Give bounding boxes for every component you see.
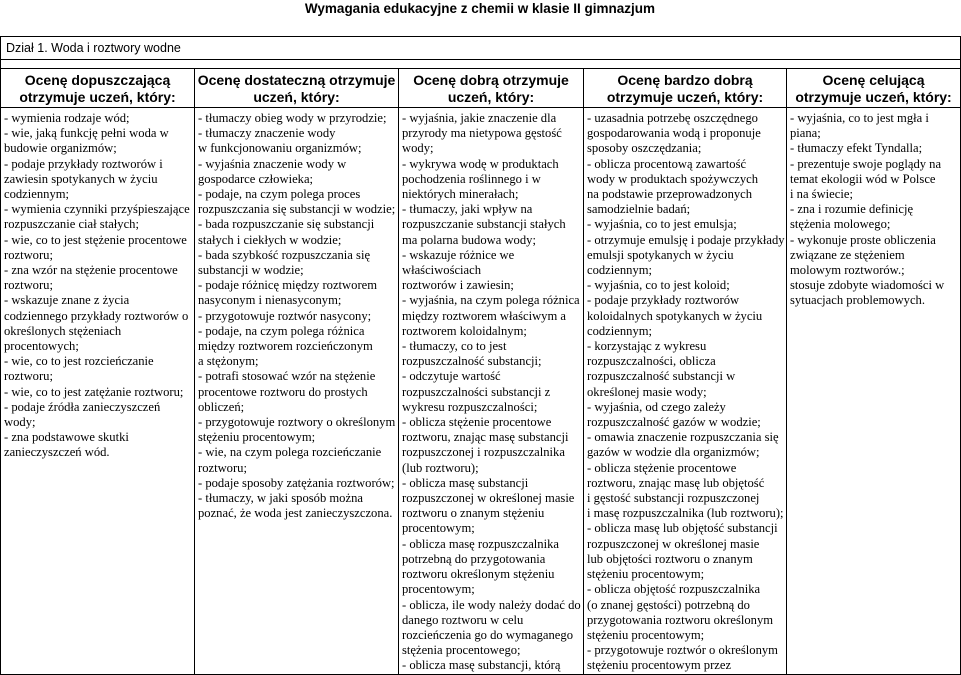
requirement-line: wody; (4, 415, 36, 430)
grade-header-dobra (399, 69, 584, 108)
requirements-celujaca (787, 108, 961, 675)
requirement-line: codziennym; (4, 187, 70, 202)
requirement-line: stężeniu procentowym przez (587, 658, 732, 673)
requirement-line: - podaje różnicę między roztworem (198, 278, 378, 293)
requirement-line: - oblicza stężenie procentowe (402, 415, 552, 430)
requirement-line: - tłumaczy, jaki wpływ na (402, 202, 533, 217)
requirement-line: procentowe roztworu do prostych (198, 384, 368, 399)
requirement-line: - omawia znaczenie rozpuszczania się (587, 430, 779, 445)
requirement-line: roztworu, znając masę lub objętość (587, 475, 765, 490)
requirement-line: - tłumaczy, w jaki sposób można (198, 491, 363, 506)
requirement-line: rozpuszczanie ciał stałych; (4, 217, 139, 232)
requirement-line: w funkcjonowaniu organizmów; (198, 141, 362, 156)
requirement-line: - oblicza stężenie procentowe (587, 460, 737, 475)
requirement-line: - oblicza masę lub objętość substancji (587, 521, 778, 536)
content-row (1, 108, 961, 675)
requirement-line: rozpuszczanie substancji stałych (402, 217, 566, 232)
requirement-line: wody w produktach spożywczych (587, 171, 759, 186)
requirement-line: rozpuszczalności, oblicza (587, 354, 716, 369)
requirement-line: - tłumaczy, co to jest (402, 339, 507, 354)
header-line: Ocenę bardzo dobrą (617, 72, 753, 88)
requirement-line: określonych stężeniach (4, 323, 122, 338)
spacer-row (1, 60, 961, 69)
requirement-line: gazów w wodzie dla organizmów; (587, 445, 760, 460)
requirement-line: - uzasadnia potrzebę oszczędnego (587, 111, 758, 125)
requirement-line: rozpuszczalność substancji w (587, 369, 736, 384)
requirement-line: - otrzymuje emulsję i podaje przykłady (587, 232, 785, 247)
requirement-line: - wyjaśnia, co to jest koloid; (587, 278, 730, 293)
requirement-line: roztworem koloidalnym; (402, 323, 527, 338)
requirement-line: pochodzenia roślinnego i w (402, 171, 541, 186)
requirement-line: - oblicza masę substancji, którą (402, 658, 561, 673)
requirement-line: rozcieńczenia go do wymaganego (402, 627, 573, 642)
requirement-line: - wskazuje różnice we (402, 247, 515, 262)
requirement-line: - oblicza, ile wody należy dodać do (402, 597, 581, 612)
requirement-line: codziennym; (587, 263, 653, 278)
requirement-line: - wie, jaką funkcję pełni woda w (4, 126, 169, 141)
requirement-line: rozpuszczalności substancji z (402, 384, 551, 399)
requirement-line: stężeniu procentowym; (587, 627, 705, 642)
requirement-line: - potrafi stosować wzór na stężenie (198, 369, 376, 384)
requirement-line: - oblicza masę substancji (402, 475, 529, 490)
requirement-line: procentowych; (4, 339, 79, 354)
requirement-line: - oblicza procentową zawartość (587, 156, 747, 171)
requirement-line: potrzebną do przygotowania (402, 551, 546, 566)
header-row (1, 69, 961, 108)
requirement-line: wody; (402, 141, 434, 156)
requirement-line: roztworu, znając masę substancji (402, 430, 569, 445)
requirement-line: rozpuszczonej i rozpuszczalnika (402, 445, 565, 460)
requirement-line: - wyjaśnia, na czym polega różnica (402, 293, 580, 308)
requirement-line: sposoby oszczędzania; (587, 141, 702, 156)
requirement-line: danego roztworu w celu (402, 612, 524, 627)
requirement-line: i gęstość substancji rozpuszczonej (587, 491, 760, 506)
requirement-line: temat ekologii wód w Polsce (790, 171, 936, 186)
requirement-line: i masę rozpuszczalnika (lub roztworu); (587, 506, 784, 521)
requirement-line: budowie organizmów; (4, 141, 117, 156)
requirement-line: roztworu; (4, 278, 53, 293)
requirement-line: określonej masie wody; (587, 384, 707, 399)
requirement-line: - bada szybkość rozpuszczania się (198, 247, 371, 262)
requirement-line: a stężonym; (198, 354, 259, 369)
header-line: uczeń, który: (447, 89, 535, 105)
requirement-line: (o znanej gęstości) potrzebną do (587, 597, 750, 612)
requirement-line: stężeniu procentowym; (198, 430, 316, 445)
requirement-line: - wie, co to jest zatężanie roztworu; (4, 384, 184, 399)
grade-header-bardzo-dobra (584, 69, 787, 108)
requirement-line: - wyjaśnia, od czego zależy (587, 399, 726, 414)
requirement-line: - podaje, na czym polega różnica (198, 323, 365, 338)
requirement-line: stężenia procentowego; (402, 643, 521, 658)
requirement-line: - tłumaczy obieg wody w przyrodzie; (198, 111, 387, 125)
requirement-line: - podaje, na czym polega proces (198, 187, 361, 202)
grade-header-dostateczna (195, 69, 399, 108)
requirement-line: (lub roztworu); (402, 460, 479, 475)
requirement-line: stężeniu procentowym; (587, 567, 705, 582)
requirement-line: - wie, na czym polega rozcieńczanie (198, 445, 382, 460)
requirement-line: obliczeń; (198, 399, 245, 414)
requirement-line: rozpuszczalność gazów w wodzie; (587, 415, 761, 430)
section-title: Dział 1. Woda i roztwory wodne (1, 37, 961, 60)
header-line: Ocenę dopuszczającą (24, 72, 171, 88)
requirements-dostateczna (195, 108, 399, 675)
requirement-line: gospodarce człowieka; (198, 171, 314, 186)
requirement-line: właściwościach (402, 263, 482, 278)
requirement-line: i na świecie; (790, 187, 853, 202)
requirement-line: samodzielnie badań; (587, 202, 691, 217)
requirement-line: - podaje przykłady roztworów i (4, 156, 163, 171)
requirement-line: gospodarowania wodą i proponuje (587, 126, 761, 141)
requirement-line: - podaje sposoby zatężania roztworów; (198, 475, 395, 490)
requirement-line: - wie, co to jest stężenie procentowe (4, 232, 187, 247)
requirement-line: związane ze stężeniem (790, 247, 905, 262)
grade-header-dopuszczajaca (1, 69, 195, 108)
requirement-line: - wykonuje proste obliczenia (790, 232, 936, 247)
requirement-line: zawiesin spotykanych w życiu (4, 171, 158, 186)
requirement-line: roztworów i zawiesin; (402, 278, 514, 293)
requirement-line: roztworu o znanym stężeniu (402, 506, 545, 521)
requirement-line: - podaje źródła zanieczyszczeń (4, 399, 161, 414)
requirement-line: rozpuszczonej w określonej masie (402, 491, 575, 506)
requirements-bardzo-dobra (584, 108, 787, 675)
section-row (1, 37, 961, 60)
requirement-line: przygotowania roztworu określonym (587, 612, 774, 627)
requirement-line: - tłumaczy efekt Tyndalla; (790, 141, 923, 156)
requirements-dobra (399, 108, 584, 675)
document-title: Wymagania edukacyjne z chemii w klasie II gimnazjum (304, 1, 656, 16)
requirement-line: stężenia molowego; (790, 217, 891, 232)
requirement-line: piana; (790, 126, 821, 141)
requirement-line: lub objętości roztworu o znanym (587, 551, 753, 566)
requirement-line: - wie, co to jest rozcieńczanie (4, 354, 154, 369)
requirement-line: koloidalnych spotykanych w życiu (587, 308, 763, 323)
grade-header-celujaca (787, 69, 961, 108)
requirement-line: - zna i rozumie definicję (790, 202, 914, 217)
requirement-line: procentowym; (402, 582, 475, 597)
requirement-line: - zna wzór na stężenie procentowe (4, 263, 178, 278)
requirement-line: roztworu; (4, 247, 53, 262)
requirement-line: - wyjaśnia znaczenie wody w (198, 156, 347, 171)
requirement-line: codziennym; (587, 323, 653, 338)
requirements-dopuszczajaca (1, 108, 195, 675)
requirement-line: - wykrywa wodę w produktach (402, 156, 559, 171)
header-line: Ocenę celującą (822, 72, 925, 88)
requirement-line: procentowym; (402, 521, 475, 536)
requirement-line: nasyconym i nienasyconym; (198, 293, 342, 308)
requirement-line: - odczytuje wartość (402, 369, 501, 384)
requirement-line: sytuacjach problemowych. (790, 293, 925, 308)
header-line: otrzymuje uczeń, który: (606, 89, 764, 105)
header-line: Ocenę dostateczną otrzymuje (197, 72, 396, 88)
requirement-line: wykresu rozpuszczalności; (402, 399, 538, 414)
requirement-line: stałych i ciekłych w wodzie; (198, 232, 342, 247)
requirement-line: - przygotowuje roztwór o określonym (587, 643, 778, 658)
requirement-line: roztworu; (198, 460, 247, 475)
requirement-line: - oblicza objętość rozpuszczalnika (587, 582, 761, 597)
requirement-line: - tłumaczy znaczenie wody (198, 126, 336, 141)
requirement-line: zanieczyszczeń wód. (4, 445, 110, 460)
requirement-line: stosuje zdobyte wiadomości w (790, 278, 945, 293)
header-line: otrzymuje uczeń, który: (795, 89, 952, 105)
requirement-line: - wymienia czynniki przyśpieszające (4, 202, 190, 217)
header-line: otrzymuje uczeń, który: (19, 89, 176, 105)
spacer-cell (1, 60, 961, 69)
requirement-line: - wskazuje znane z życia (4, 293, 130, 308)
requirement-line: niektórych minerałach; (402, 187, 519, 202)
requirement-line: rozpuszczania się substancji w wodzie; (198, 202, 396, 217)
requirement-line: - prezentuje swoje poglądy na (790, 156, 942, 171)
requirement-line: roztworu określonym stężeniu (402, 567, 555, 582)
requirement-line: - wyjaśnia, co to jest emulsja; (587, 217, 737, 232)
requirement-line: poznać, że woda jest zanieczyszczona. (198, 506, 393, 521)
requirement-line: roztworu; (4, 369, 53, 384)
requirements-table (0, 36, 961, 675)
requirement-line: między roztworem rozcieńczonym (198, 339, 373, 354)
requirement-line: na podstawie przeprowadzonych (587, 187, 753, 202)
requirement-line: przyrody ma nietypowa gęstość (402, 126, 562, 141)
requirement-line: rozpuszczalność substancji; (402, 354, 542, 369)
requirement-line: codziennego przykłady roztworów o (4, 308, 189, 323)
requirement-line: rozpuszczonej w określonej masie (587, 536, 760, 551)
requirement-line: - oblicza masę rozpuszczalnika (402, 536, 559, 551)
requirement-line: substancji w wodzie; (198, 263, 304, 278)
header-line: uczeń, który: (253, 89, 340, 105)
requirement-line: między roztworem właściwym a (402, 308, 567, 323)
requirement-line: - bada rozpuszczanie się substancji (198, 217, 375, 232)
requirement-line: - korzystając z wykresu (587, 339, 707, 354)
requirement-line: molowym roztworów.; (790, 263, 905, 278)
requirement-line: - wymienia rodzaje wód; (4, 111, 130, 125)
requirement-line: - wyjaśnia, co to jest mgła i (790, 111, 929, 125)
requirement-line: - podaje przykłady roztworów (587, 293, 740, 308)
requirement-line: - przygotowuje roztwór nasycony; (198, 308, 372, 323)
header-line: Ocenę dobrą otrzymuje (413, 72, 569, 88)
requirement-line: - zna podstawowe skutki (4, 430, 129, 445)
requirement-line: emulsji spotykanych w życiu (587, 247, 734, 262)
requirement-line: - wyjaśnia, jakie znaczenie dla (402, 111, 557, 125)
requirement-line: ma polarna budowa wody; (402, 232, 536, 247)
requirement-line: - przygotowuje roztwory o określonym (198, 415, 396, 430)
